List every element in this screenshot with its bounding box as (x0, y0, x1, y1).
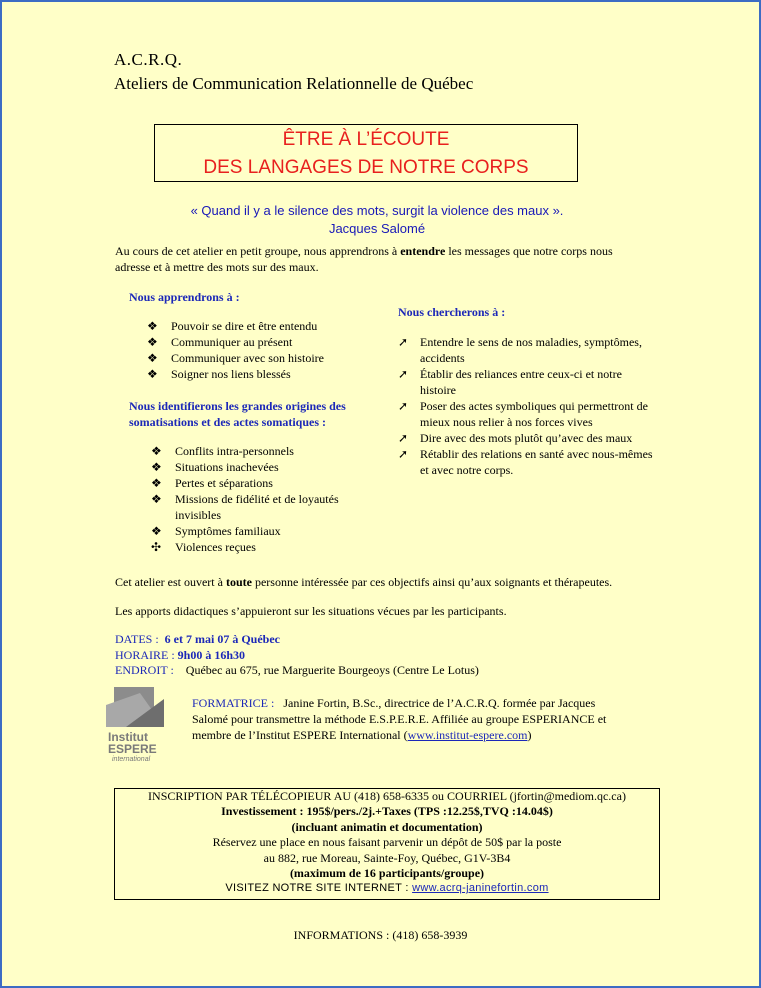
list-item (147, 366, 387, 382)
diamond-cross-icon: ❖ (151, 476, 162, 490)
title-line-2: DES LANGAGES DE NOTRE CORPS (203, 157, 529, 178)
registration-line-1: INSCRIPTION PAR TÉLÉCOPIEUR AU (418) 658-6335 ou COURRIEL (jfortin@mediom.qc.ca) (148, 789, 626, 803)
list-item (151, 539, 386, 555)
website-link[interactable]: www.acrq-janinefortin.com (412, 882, 549, 895)
list-item (151, 443, 386, 459)
diamond-cross-icon: ❖ (147, 319, 158, 333)
diamond-cross-icon: ❖ (151, 444, 162, 458)
list-item-text: Conflits intra-personnels (175, 444, 294, 458)
registration-line-6: (maximum de 16 participants/groupe) (289, 866, 485, 881)
dates-value: 6 et 7 mai 07 à Québec (164, 632, 280, 646)
intro-text-bold: entendre (400, 244, 446, 258)
trainer-label: FORMATRICE : (192, 696, 275, 710)
identify-heading: Nous identifierons les grandes origines des somatisations et des actes somatiques : (129, 399, 346, 429)
diamond-cross-icon: ❖ (151, 492, 162, 506)
logo-text-1: Institut (108, 730, 148, 744)
diamond-cross-icon: ❖ (151, 524, 162, 538)
diamond-cross-icon: ❖ (151, 460, 162, 474)
trainer-paragraph (192, 695, 622, 743)
place-value: Québec au 675, rue Marguerite Bourgeoys (Centre Le Lotus) (185, 663, 479, 677)
list-item (398, 446, 658, 478)
intro-text-after: les messages que notre corps nous adresse et à mettre des mots sur des maux. (115, 244, 613, 274)
open-text-before: Cet atelier est ouvert à (115, 575, 226, 589)
place-label: ENDROIT : (115, 663, 174, 677)
list-item-text: Situations inachevées (175, 460, 279, 474)
list-item-text: Violences reçues (175, 540, 256, 554)
trainer-text: Janine Fortin, B.Sc., directrice de l’A.C.R.Q. formée par Jacques Salomé pour transmettre la méthode E.S.P.E.R.E. Affiliée au groupe ESPERIANCE et membre de l’Institut ESPERE International ( (192, 696, 607, 742)
seek-list (398, 334, 658, 478)
list-item-text: Pertes et séparations (175, 476, 273, 490)
dates-line (115, 631, 280, 647)
quote-text: « Quand il y a le silence des mots, surgit la violence des maux ». (190, 203, 564, 218)
registration-line-3: (incluant animatin et documentation) (291, 819, 483, 834)
institut-espere-logo (106, 687, 174, 763)
hours-label: HORAIRE : (115, 648, 175, 662)
list-item (398, 366, 658, 398)
list-item-text: Symptômes familiaux (175, 524, 281, 538)
org-acronym: A.C.R.Q. (114, 50, 183, 69)
hours-line (115, 647, 245, 663)
list-item (398, 430, 658, 446)
diamond-cross-icon: ❖ (147, 367, 158, 381)
logo-text-3: international (112, 756, 151, 763)
diamond-cross-icon: ❖ (147, 351, 158, 365)
title-box (154, 124, 578, 182)
trainer-close: ) (527, 728, 532, 742)
diamond-cross-icon: ❖ (147, 335, 158, 349)
list-item (151, 475, 386, 491)
registration-line-4: Réservez une place en nous faisant parvenir un dépôt de 50$ par la poste (212, 835, 562, 850)
list-item-text: Dire avec des mots plutôt qu’avec des maux (420, 431, 633, 445)
list-item (151, 523, 386, 539)
list-item-text: Entendre le sens de nos maladies, symptômes, accidents (420, 335, 642, 365)
list-item (147, 334, 387, 350)
north-east-arrow-icon: ➚ (398, 431, 409, 445)
list-item (147, 318, 387, 334)
open-paragraph (115, 574, 635, 590)
logo-graphic (106, 687, 174, 763)
open-text-bold: toute (225, 575, 252, 589)
learn-list (147, 318, 387, 382)
registration-box (114, 788, 660, 900)
list-item-text: Poser des actes symboliques qui permettront de mieux nous relier à nos forces vives (420, 399, 648, 429)
registration-line-5: au 882, rue Moreau, Sainte-Foy, Québec, G1V-3B4 (263, 850, 511, 865)
list-item-text: Rétablir des relations en santé avec nous-mêmes et avec notre corps. (420, 447, 653, 477)
place-line (115, 662, 479, 678)
list-item-text: Pouvoir se dire et être entendu (171, 319, 318, 333)
list-item-text: Communiquer avec son histoire (171, 351, 324, 365)
list-item (151, 491, 386, 523)
org-name: Ateliers de Communication Relationnelle de Québec (114, 74, 474, 93)
list-item (398, 334, 658, 366)
north-east-arrow-icon: ➚ (398, 335, 409, 349)
list-item-text: Soigner nos liens blessés (171, 367, 291, 381)
quote-author: Jacques Salomé (328, 221, 426, 236)
list-item-text: Missions de fidélité et de loyautés invisibles (175, 492, 339, 522)
north-east-arrow-icon: ➚ (398, 367, 409, 381)
north-east-arrow-icon: ➚ (398, 399, 409, 413)
seek-heading: Nous chercherons à : (398, 305, 506, 319)
intro-text-before: Au cours de cet atelier en petit groupe, nous apprendrons à (115, 244, 401, 258)
list-item (147, 350, 387, 366)
hours-value: 9h00 à 16h30 (177, 648, 246, 662)
informations-line: INFORMATIONS : (418) 658-3939 (293, 928, 468, 942)
registration-line-2: Investissement : 195$/pers./2j.+Taxes (TPS :12.25$,TVQ :14.04$) (221, 804, 553, 819)
identify-list (151, 443, 386, 555)
list-item-text: Communiquer au présent (171, 335, 293, 349)
didactic-paragraph: Les apports didactiques s’appuieront sur les situations vécues par les participants. (115, 604, 507, 618)
institut-espere-link[interactable]: www.institut-espere.com (407, 728, 528, 742)
list-item (151, 459, 386, 475)
open-diamond-cross-icon: ✣ (151, 540, 162, 554)
registration-line-7 (115, 881, 659, 896)
title-line-1: ÊTRE À L’ÉCOUTE (282, 129, 450, 150)
dates-label: DATES : (115, 632, 159, 646)
intro-paragraph (115, 243, 635, 275)
north-east-arrow-icon: ➚ (398, 447, 409, 461)
list-item (398, 398, 658, 430)
list-item-text: Établir des reliances entre ceux-ci et notre histoire (420, 367, 622, 397)
website-label: VISITEZ NOTRE SITE INTERNET : (225, 882, 413, 895)
learn-heading: Nous apprendrons à : (129, 290, 240, 304)
logo-text-2: ESPERE (108, 742, 157, 756)
open-text-after: personne intéressée par ces objectifs ainsi qu’aux soignants et thérapeutes. (251, 575, 613, 589)
